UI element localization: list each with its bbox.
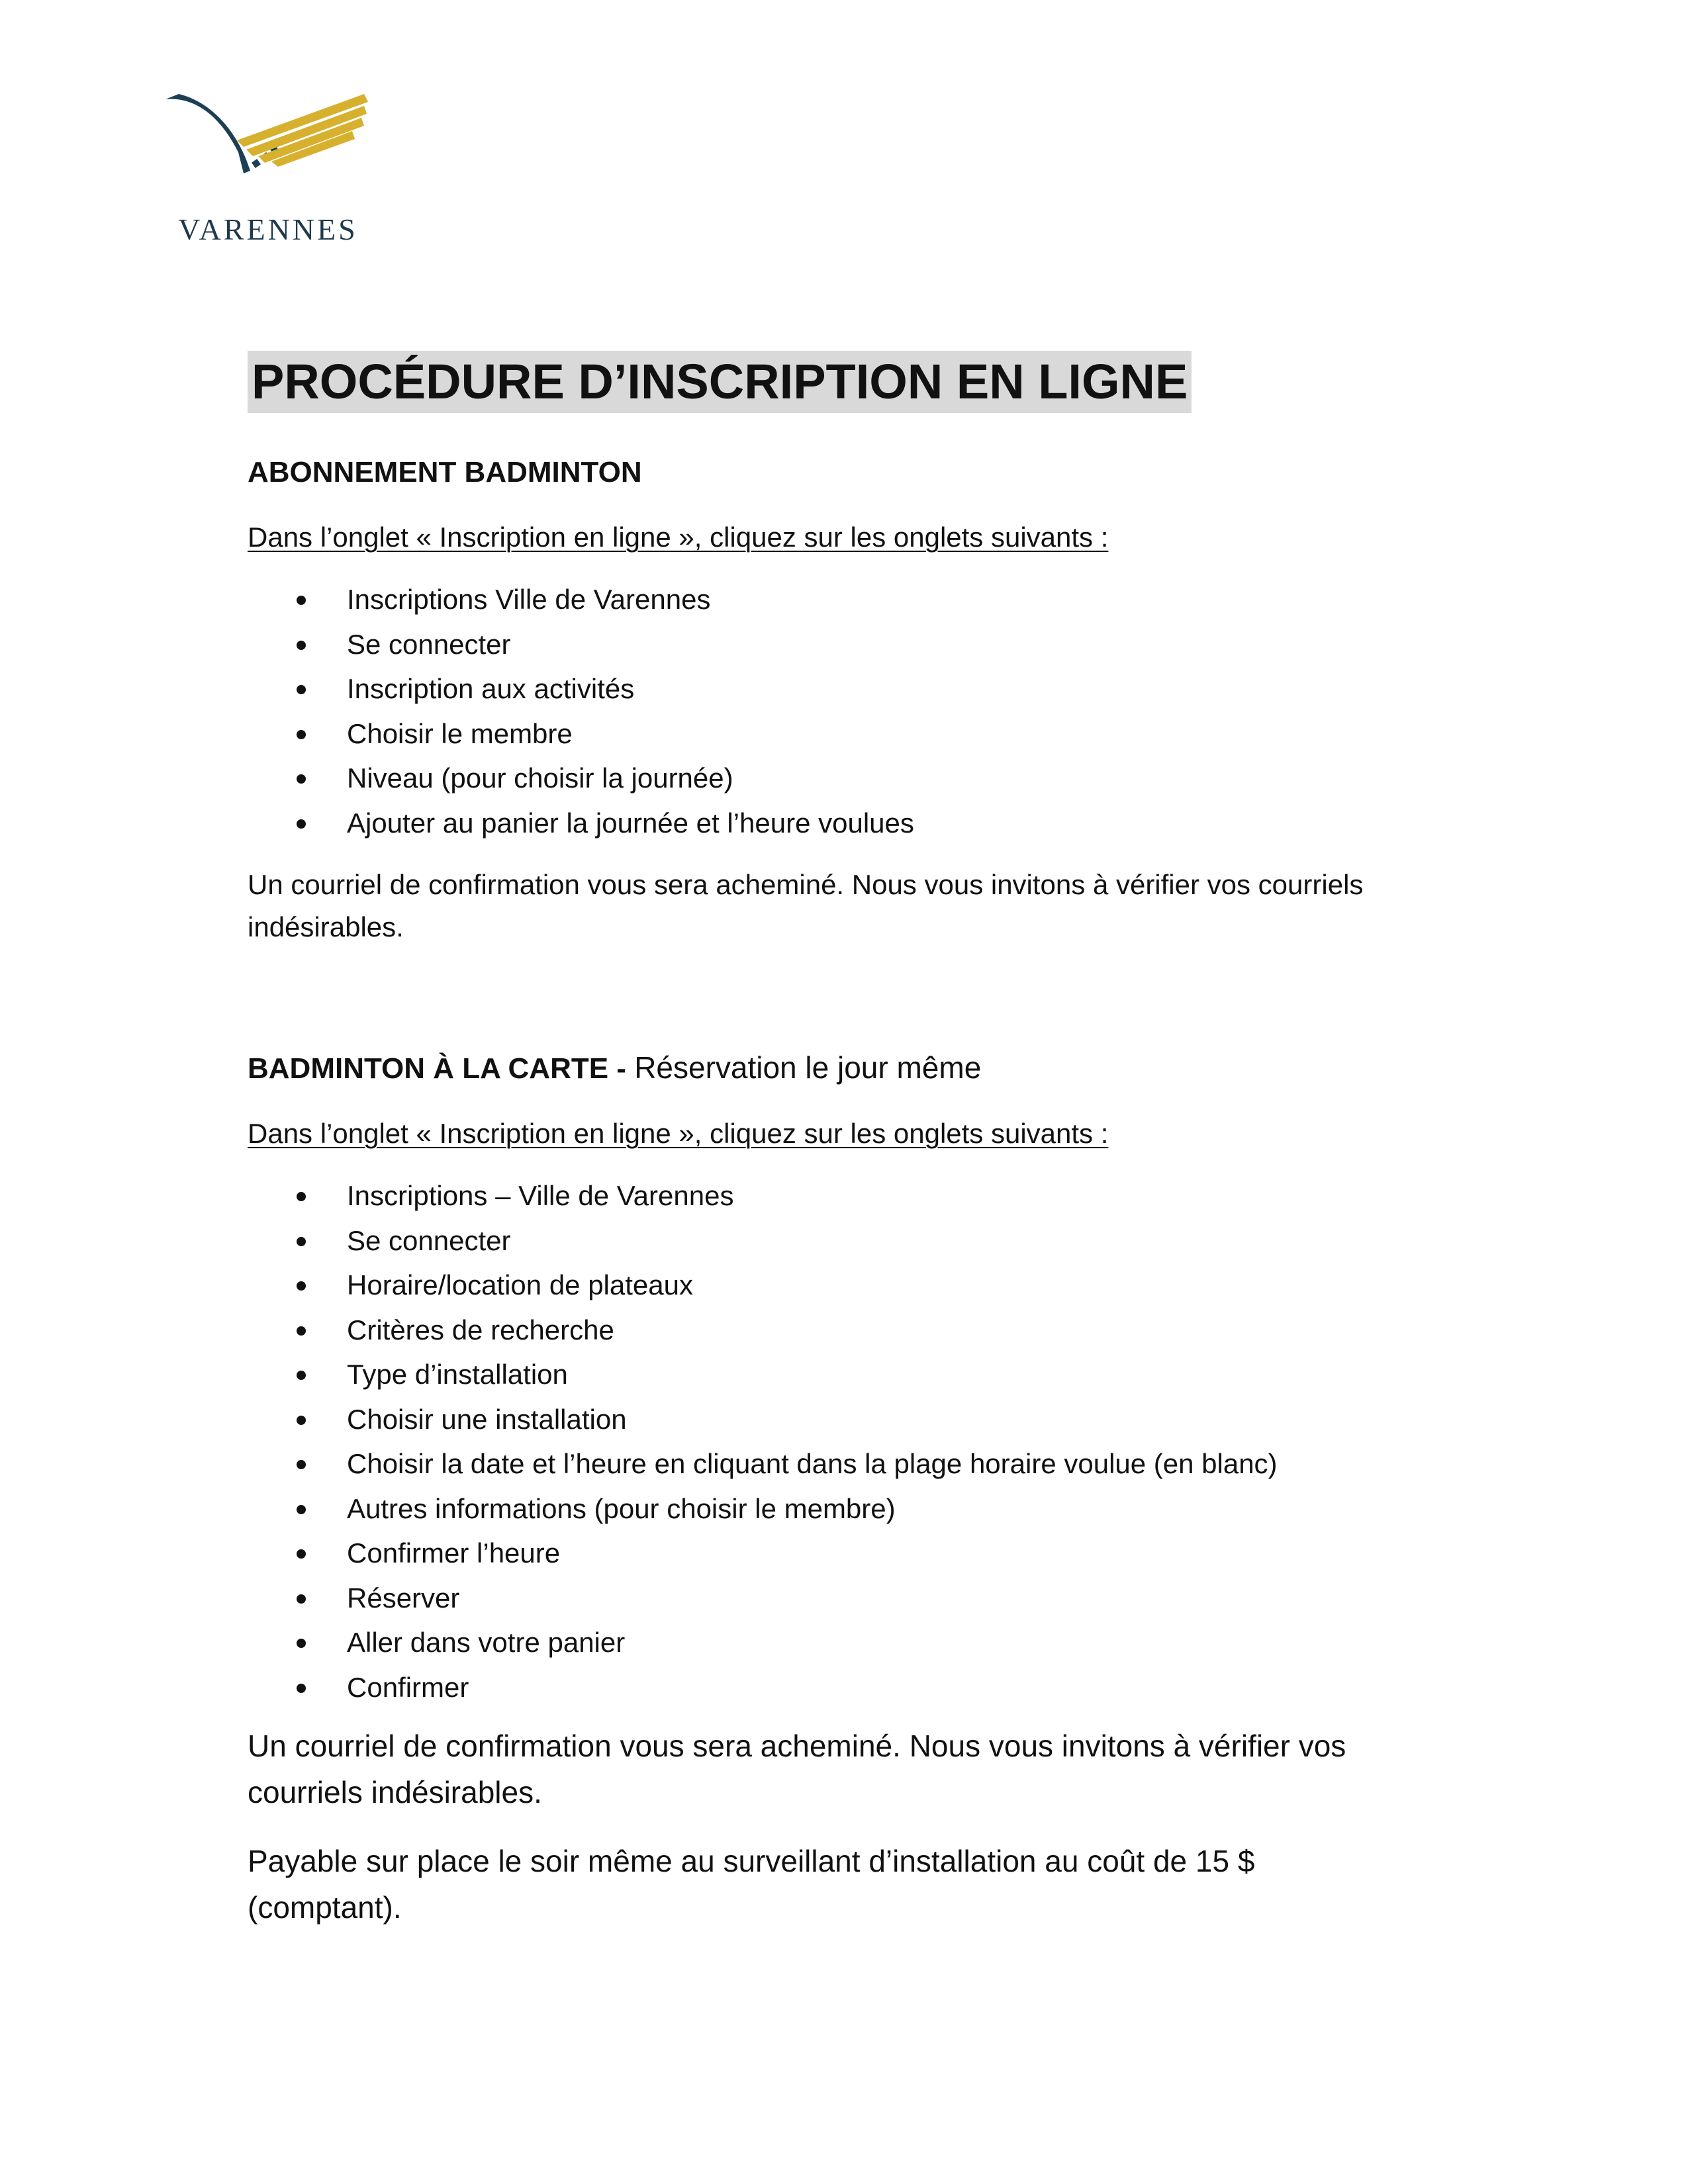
section1-confirmation-line1: Un courriel de confirmation vous sera acheminé. Nous vous invitons à vérifier vos courriels bbox=[248, 869, 1364, 900]
list-item: Choisir une installation bbox=[248, 1397, 1505, 1442]
bullet-icon bbox=[297, 1549, 306, 1559]
list-item: Type d’installation bbox=[248, 1352, 1505, 1397]
bullet-icon bbox=[297, 1371, 306, 1380]
main-content bbox=[248, 351, 1505, 1931]
bullet-icon bbox=[297, 1237, 306, 1246]
section2-intro: Dans l’onglet « Inscription en ligne », cliquez sur les onglets suivants : bbox=[248, 1118, 1109, 1149]
bullet-icon bbox=[297, 730, 306, 739]
list-item: Confirmer l’heure bbox=[248, 1531, 1505, 1576]
bullet-icon bbox=[297, 1460, 306, 1469]
bullet-icon bbox=[297, 819, 306, 829]
list-item: Autres informations (pour choisir le membre) bbox=[248, 1486, 1505, 1531]
list-item: Critères de recherche bbox=[248, 1308, 1505, 1353]
section-title-carte: BADMINTON À LA CARTE - Réservation le jour même bbox=[248, 1050, 982, 1085]
list-item: Inscriptions – Ville de Varennes bbox=[248, 1173, 1505, 1218]
section-title-abonnement: ABONNEMENT BADMINTON bbox=[248, 456, 642, 488]
bullet-icon bbox=[297, 596, 306, 605]
section2-steps-list bbox=[248, 1173, 1505, 1709]
list-item: Se connecter bbox=[248, 622, 1505, 667]
bullet-icon bbox=[297, 774, 306, 784]
list-item: Ajouter au panier la journée et l’heure voulues bbox=[248, 801, 1505, 846]
list-item: Niveau (pour choisir la journée) bbox=[248, 756, 1505, 801]
page-title: PROCÉDURE D’INSCRIPTION EN LIGNE bbox=[248, 351, 1192, 413]
bullet-icon bbox=[297, 1684, 306, 1693]
bullet-icon bbox=[297, 1326, 306, 1336]
bullet-icon bbox=[297, 1639, 306, 1648]
list-item: Choisir la date et l’heure en cliquant dans la plage horaire voulue (en blanc) bbox=[248, 1441, 1505, 1486]
section1-confirmation-line2: indésirables. bbox=[248, 911, 404, 942]
section1-intro: Dans l’onglet « Inscription en ligne », cliquez sur les onglets suivants : bbox=[248, 522, 1109, 553]
varennes-logo bbox=[165, 93, 371, 251]
list-item: Réserver bbox=[248, 1576, 1505, 1621]
list-item: Choisir le membre bbox=[248, 711, 1505, 756]
list-item: Horaire/location de plateaux bbox=[248, 1263, 1505, 1308]
list-item: Aller dans votre panier bbox=[248, 1620, 1505, 1665]
bullet-icon bbox=[297, 1192, 306, 1201]
section1-steps-list bbox=[248, 577, 1505, 845]
section2-payment-line2: (comptant). bbox=[248, 1890, 402, 1925]
section2-confirmation-line1: Un courriel de confirmation vous sera acheminé. Nous vous invitons à vérifier vos bbox=[248, 1729, 1346, 1763]
list-item: Se connecter bbox=[248, 1218, 1505, 1263]
varennes-emblem-icon bbox=[165, 93, 371, 192]
logo-wordmark: VARENNES bbox=[178, 212, 358, 246]
bullet-icon bbox=[297, 1594, 306, 1604]
bullet-icon bbox=[297, 1505, 306, 1514]
bullet-icon bbox=[297, 1281, 306, 1291]
section2-confirmation-line2: courriels indésirables. bbox=[248, 1775, 542, 1809]
list-item: Inscriptions Ville de Varennes bbox=[248, 577, 1505, 622]
section2-payment-line1: Payable sur place le soir même au surveillant d’installation au coût de 15 $ bbox=[248, 1844, 1255, 1878]
list-item: Inscription aux activités bbox=[248, 666, 1505, 711]
bullet-icon bbox=[297, 685, 306, 694]
list-item: Confirmer bbox=[248, 1665, 1505, 1710]
bullet-icon bbox=[297, 1416, 306, 1425]
bullet-icon bbox=[297, 641, 306, 650]
